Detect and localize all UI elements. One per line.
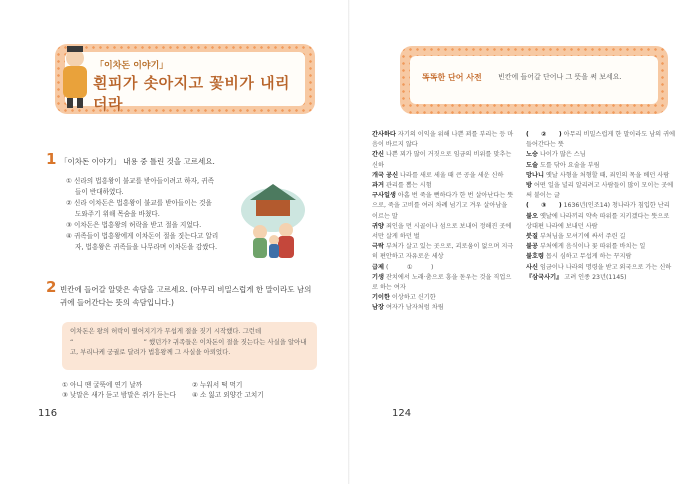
dictionary-term: 망나니 [526,171,544,179]
dictionary-entry [372,303,514,313]
dictionary-definition: 어떤 일을 널리 알리려고 사람들이 많이 모이는 곳에 써 붙이는 글 [526,182,674,200]
word-dictionary-inner [410,56,658,104]
page-number-right: 124 [392,408,412,419]
story-title-banner [55,44,315,114]
dictionary-term: 구사일생 [372,192,396,200]
dictionary-definition: 부처님을 모셔기에 싸서 주린 길 [539,233,626,241]
dictionary-definition: 1636년(인조14) 청나라가 침입한 난리 [563,202,670,210]
dictionary-entry [526,150,676,160]
dictionary-definition: 관리를 뽑는 시험 [385,182,432,190]
dictionary-term: 노승 [526,151,538,159]
dictionary-entry [372,191,514,222]
story-label: 「이차돈 이야기」 [95,61,169,71]
dictionary-entry [526,252,676,262]
dictionary-definition: 도를 닦아 요술을 부림 [539,161,600,169]
dictionary-term: 남장 [372,304,384,312]
option-line: ① 신라의 법흥왕이 불교를 받아들이려고 하자, 귀족 [66,177,214,185]
dictionary-entry [372,273,514,293]
choice: ① 아니 땐 굴뚝에 연기 날까 [62,381,143,389]
dictionary-entry [526,161,676,171]
dictionary-entry [526,171,676,181]
dictionary-entry [372,242,514,262]
word-dictionary-description: 빈칸에 들어갈 단어나 그 뜻을 써 보세요. [498,73,622,81]
question-1-prompt: 「이차돈 이야기」 내용 중 틀린 것을 고르세요. [60,157,215,166]
dictionary-column-left [372,130,514,314]
question-2-choices [62,380,322,400]
dictionary-entry [526,263,676,273]
dictionary-term: 불호령 [526,253,544,261]
dictionary-definition: 부처에게 음식이나 꽃 따위를 바치는 일 [539,243,646,251]
dictionary-entry [372,263,514,273]
dictionary-definition: 나이가 많은 스님 [539,151,586,159]
dictionary-entry [372,293,514,303]
dictionary-entry [372,222,514,242]
dictionary-definition: 아무리 비밀스럽게 한 말이라도 남의 귀에 들어간다는 뜻 [526,131,676,149]
question-1-number: 1 [46,150,57,168]
dictionary-definition: 자기의 이익을 위해 나쁜 꾀를 부리는 등 마음이 바르지 않다 [372,131,514,149]
dictionary-term: 귀양 [372,222,384,230]
word-dictionary-banner [400,46,668,114]
dictionary-term: 방 [526,182,532,190]
dictionary-column-right [526,130,676,283]
story-title: 흰피가 솟아지고 꽃비가 내리더라 [93,74,291,113]
question-2-number: 2 [46,278,57,296]
dictionary-entry [526,130,676,150]
dictionary-term: 극락 [372,243,384,251]
scholar-figure-icon [53,44,97,110]
illustration-temple-people [238,170,308,265]
dictionary-term: 간신 [372,151,384,159]
question-2-prompt: 빈칸에 들어갈 알맞은 속담을 고르세요. (아무리 비밀스럽게 한 말이라도 남의 귀에 들어간다는 뜻의 속담입니다.) [60,285,312,307]
dictionary-term: 개국 공신 [372,171,399,179]
dictionary-term: 급제 [372,263,384,271]
dictionary-entry [372,130,514,150]
dictionary-definition: 죄인을 먼 시골이나 섬으로 보내어 정해진 곳에서만 살게 하던 벌 [372,222,512,241]
dictionary-entry [526,212,676,232]
option-line: 도와주기 위해 목숨을 바쳤다. [75,210,160,218]
dictionary-definition: 이상하고 신기한 [391,294,436,302]
dictionary-definition: 옛날 사형을 처형할 때, 죄인의 목을 베던 사람 [545,171,670,179]
dictionary-term: 간사하다 [372,131,396,138]
dictionary-term: 사신 [526,263,538,271]
option-line: ④ 귀족들이 법흥왕에게 이차돈이 절을 짓는다고 알리 [66,232,219,240]
dictionary-entry [372,150,514,170]
dictionary-definition: 옛날에 나라끼리 약속 따위를 지키겠다는 뜻으로 상대편 나라에 보내던 사람 [526,212,670,230]
dictionary-definition: 여자가 남자처럼 차림 [385,304,444,312]
dictionary-term: ( ② ) [526,131,562,138]
dictionary-term: ( ③ ) [526,202,562,210]
dictionary-definition: 고려 인종 23년(1145) [564,273,627,281]
dictionary-term: 기생 [372,273,384,281]
right-page [350,0,700,484]
dictionary-definition: 임금이나 나라의 명령을 받고 외국으로 가는 신하 [539,263,672,271]
dictionary-definition: ( ① ) [385,263,434,271]
choice: ② 누워서 떡 먹기 [192,381,243,389]
word-dictionary-title: 똑똑한 단어 사전 [422,73,482,82]
dictionary-entry [372,181,514,191]
dictionary-term: 도술 [526,161,538,169]
choice-row [62,390,322,400]
dictionary-term: 불오 [526,212,538,220]
dictionary-entry [526,242,676,252]
dictionary-term: 불공 [526,243,538,251]
dictionary-definition: 아홉 번 죽을 뻔하다가 한 번 살아난다는 뜻으로, 죽을 고비를 여러 차례 넘기고 겨우 살아남을 이르는 말 [372,192,514,220]
dictionary-term: 붓질 [526,233,538,241]
question-2-passage: 이차돈은 왕의 허락이 떨어지기가 무섭게 절을 짓기 시작했다. 그런데 “ ” 했던가? 귀족들은 이차돈이 절을 짓는다는 사실을 알아내고, 부리나케 궁궐로 달려가 법흥왕께 그 사실을 아뢰었다. [62,322,317,370]
dictionary-definition: 나라를 새로 세울 때 큰 공을 세운 신하 [400,171,504,179]
dictionary-entry [526,273,676,283]
dictionary-entry [372,171,514,181]
option-line: ② 신라 이차돈은 법흥왕이 불교를 받아들이는 것을 [66,199,212,207]
option-line: 들이 반대하였다. [75,188,124,196]
dictionary-definition: 나쁜 꾀가 많이 거짓으로 임금의 비위를 맞추는 신하 [372,151,512,169]
question-1-options [66,176,226,253]
dictionary-term: 기이한 [372,294,390,302]
option-line: 자, 법흥왕은 귀족들을 나무라며 이차돈을 감쌌다. [75,243,218,251]
choice: ③ 낮말은 새가 듣고 밤말은 쥐가 듣는다 [62,391,177,399]
dictionary-term: 과거 [372,182,384,190]
dictionary-definition: 잔치에서 노래·춤으로 흥을 돋우는 것을 직업으로 하는 여자 [372,273,512,292]
dictionary-term: 『삼국사기』 [526,273,563,281]
option-line: ③ 이차돈은 법흥왕의 허락을 받고 절을 지었다. [66,221,202,229]
choice-row [62,380,322,390]
dictionary-entry [526,181,676,201]
dictionary-entry [526,232,676,242]
page-number-left: 116 [38,408,58,419]
dictionary-definition: 부처가 살고 있는 곳으로, 괴로움이 없으며 지극히 편안하고 자유로운 세상 [372,243,514,261]
dictionary-definition: 몹시 심하고 무섭게 하는 꾸지람 [545,253,632,261]
story-title-inner [65,52,305,113]
dictionary-entry [526,201,676,211]
choice: ④ 소 잃고 외양간 고치기 [192,391,264,399]
